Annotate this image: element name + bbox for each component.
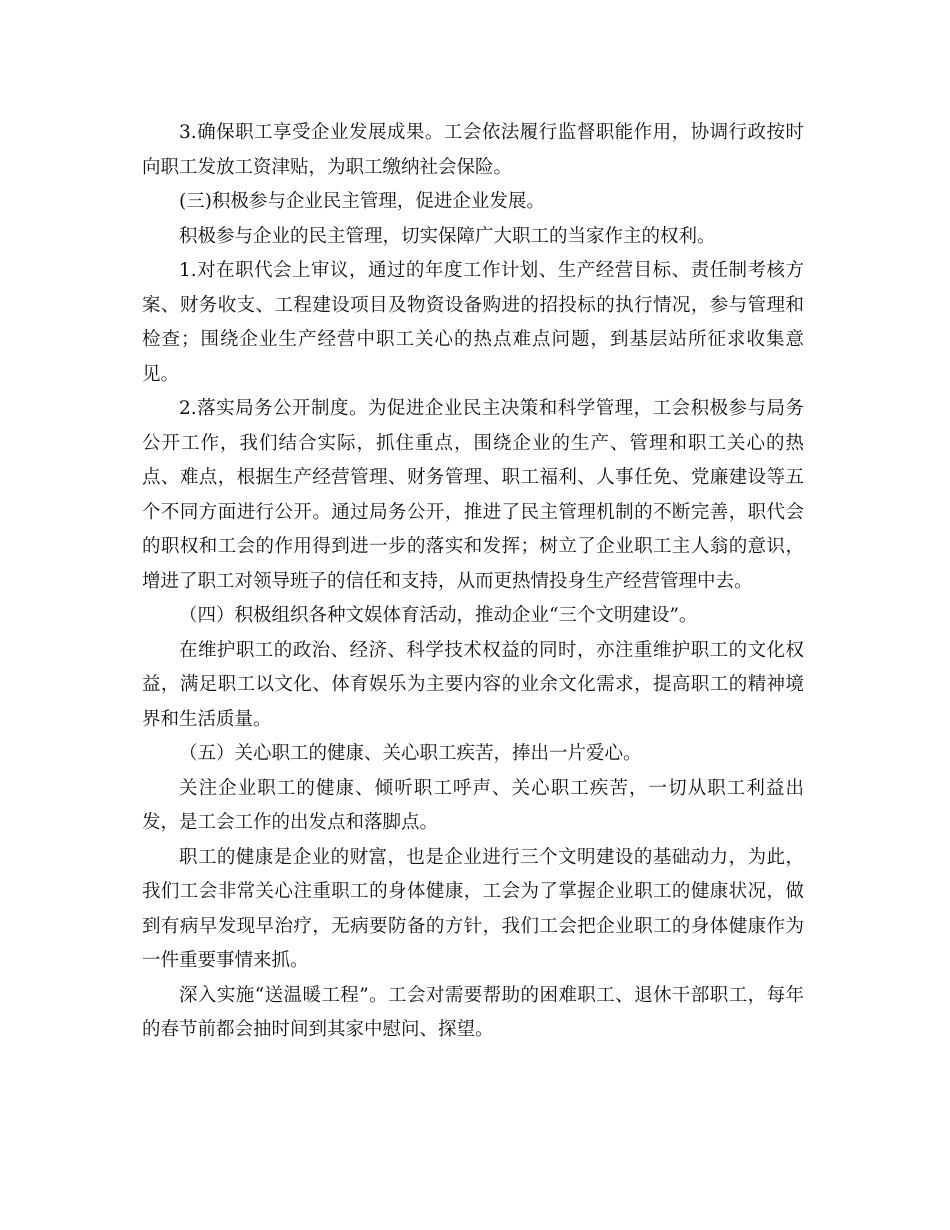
paragraph: 积极参与企业的民主管理，切实保障广大职工的当家作主的权利。 xyxy=(179,225,716,247)
section-heading: （四）积极组织各种文娱体育活动，推动企业“三个文明建设”。 xyxy=(179,605,698,626)
section-heading: （五）关心职工的健康、关心职工疾苦，捧出一片爱心。 xyxy=(179,743,642,764)
section-heading: (三)积极参与企业民主管理，促进企业发展。 xyxy=(179,191,545,212)
paragraph: 在维护职工的政治、经济、科学技术权益的同时，亦注重维护职工的文化权益，满足职工以文化、体育娱乐为主要内容的业余文化需求，提高职工的精神境界和生活质量。 xyxy=(142,639,804,730)
paragraph: 职工的健康是企业的财富，也是企业进行三个文明建设的基础动力，为此，我们工会非常关心注重职工的身体健康，工会为了掌握企业职工的健康状况，做到有病早发现早治疗，无病要防备的方针，我们工会把企业职工的身体健康作为一件重要事情来抓。 xyxy=(142,846,804,971)
paragraph: 关注企业职工的健康、倾听职工呼声、关心职工疾苦，一切从职工利益出发，是工会工作的出发点和落脚点。 xyxy=(142,777,804,833)
document-body xyxy=(142,116,804,1048)
paragraph: 2.落实局务公开制度。为促进企业民主决策和科学管理，工会积极参与局务公开工作，我们结合实际，抓住重点，围绕企业的生产、管理和职工关心的热点、难点，根据生产经营管理、财务管理、职工福利、人事任免、党廉建设等五个不同方面进行公开。通过局务公开，推进了民主管理机制的不断完善，职代会的职权和工会的作用得到进一步的落实和发挥；树立了企业职工主人翁的意识，增进了职工对领导班子的信任和支持，从而更热情投身生产经营管理中去。 xyxy=(142,398,804,592)
paragraph: 深入实施“送温暖工程”。工会对需要帮助的困难职工、退休干部职工，每年的春节前都会抽时间到其家中慰问、探望。 xyxy=(142,984,804,1040)
paragraph: 1.对在职代会上审议，通过的年度工作计划、生产经营目标、责任制考核方案、财务收支、工程建设项目及物资设备购进的招投标的执行情况，参与管理和检查；围绕企业生产经营中职工关心的热点难点问题，到基层站所征求收集意见。 xyxy=(142,260,804,385)
paragraph: 3.确保职工享受企业发展成果。工会依法履行监督职能作用，协调行政按时向职工发放工资津贴，为职工缴纳社会保险。 xyxy=(142,122,804,178)
